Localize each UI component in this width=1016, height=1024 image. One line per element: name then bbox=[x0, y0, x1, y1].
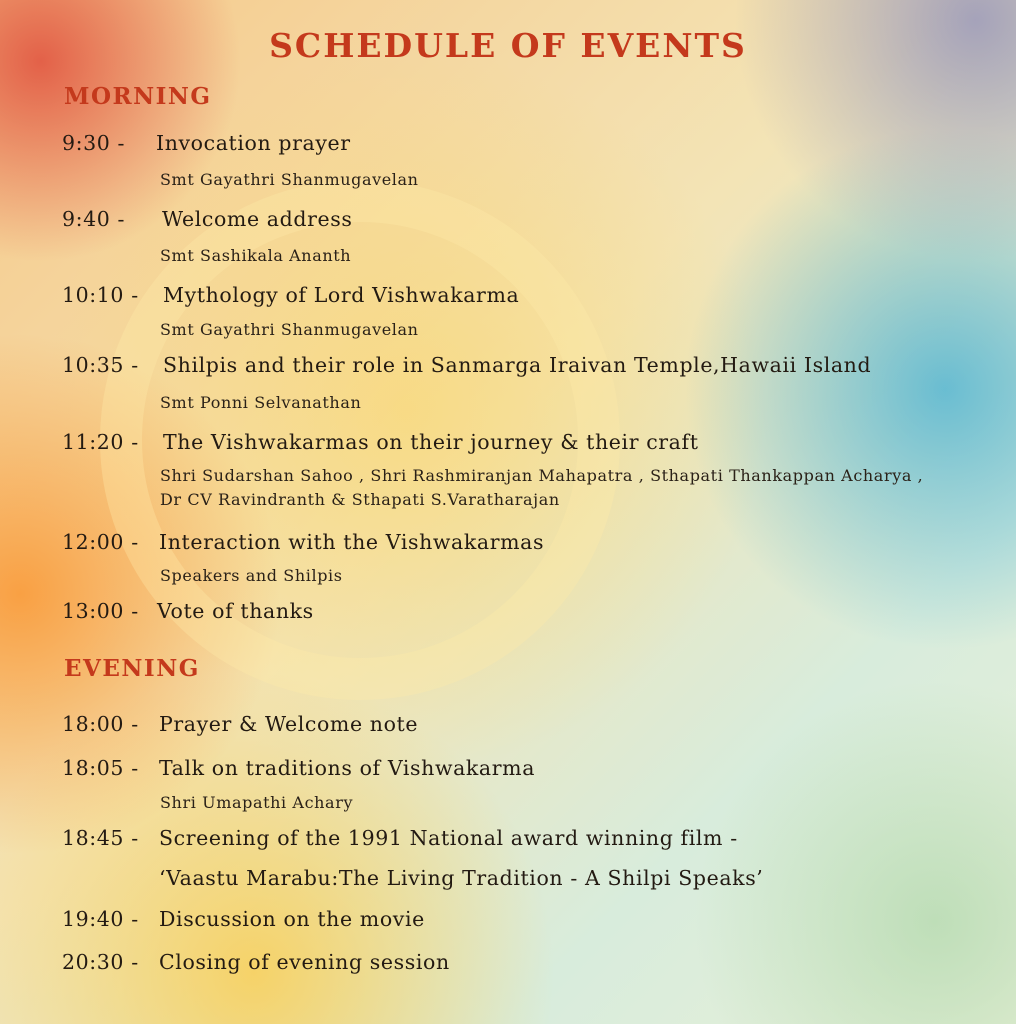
event-line bbox=[62, 712, 418, 736]
event-line bbox=[62, 756, 535, 780]
event-line bbox=[62, 907, 425, 931]
event-title-continuation: ‘Vaastu Marabu:The Living Tradition - A Shilpi Speaks’ bbox=[159, 866, 764, 890]
event-title: Shilpis and their role in Sanmarga Iraivan Temple,Hawaii Island bbox=[163, 353, 872, 377]
event-title: Closing of evening session bbox=[159, 950, 450, 974]
event-speaker: Shri Umapathi Achary bbox=[160, 793, 354, 812]
section-heading-evening: EVENING bbox=[64, 655, 200, 682]
event-title: Interaction with the Vishwakarmas bbox=[159, 530, 545, 554]
event-time: 12:00 - bbox=[62, 530, 139, 554]
event-title: Mythology of Lord Vishwakarma bbox=[163, 283, 520, 307]
event-line bbox=[62, 283, 519, 307]
event-speaker: Shri Sudarshan Sahoo , Shri Rashmiranjan Mahapatra , Sthapati Thankappan Acharya , Dr CV Ravindranth & Sthapati S.Varatharajan bbox=[160, 466, 924, 509]
event-time: 11:20 - bbox=[62, 430, 139, 454]
event-title: Discussion on the movie bbox=[159, 907, 425, 931]
event-line bbox=[62, 353, 871, 377]
event-time: 9:40 - bbox=[62, 207, 126, 231]
event-title: Talk on traditions of Vishwakarma bbox=[159, 756, 536, 780]
event-speaker: Smt Gayathri Shanmugavelan bbox=[160, 170, 419, 189]
event-line bbox=[62, 950, 450, 974]
event-line bbox=[62, 430, 699, 454]
page-title: SCHEDULE OF EVENTS bbox=[269, 26, 747, 65]
event-time: 13:00 - bbox=[62, 599, 139, 623]
event-time: 20:30 - bbox=[62, 950, 139, 974]
event-title: Welcome address bbox=[162, 207, 353, 231]
event-line bbox=[62, 599, 314, 623]
event-title: Prayer & Welcome note bbox=[159, 712, 419, 736]
event-speaker: Smt Gayathri Shanmugavelan bbox=[160, 320, 419, 339]
event-title: Screening of the 1991 National award winning film - bbox=[159, 826, 738, 850]
event-line bbox=[62, 207, 352, 231]
event-time: 18:05 - bbox=[62, 756, 139, 780]
event-speaker: Smt Sashikala Ananth bbox=[160, 246, 352, 265]
event-line bbox=[62, 131, 351, 155]
event-line bbox=[62, 530, 544, 554]
event-time: 18:00 - bbox=[62, 712, 139, 736]
event-time: 9:30 - bbox=[62, 131, 126, 155]
event-speaker: Speakers and Shilpis bbox=[160, 566, 343, 585]
event-time: 10:10 - bbox=[62, 283, 139, 307]
event-time: 10:35 - bbox=[62, 353, 139, 377]
event-time: 19:40 - bbox=[62, 907, 139, 931]
event-speaker: Smt Ponni Selvanathan bbox=[160, 393, 362, 412]
event-title: The Vishwakarmas on their journey & their craft bbox=[163, 430, 699, 454]
event-time: 18:45 - bbox=[62, 826, 139, 850]
event-title: Invocation prayer bbox=[156, 131, 351, 155]
event-title: Vote of thanks bbox=[157, 599, 314, 623]
section-heading-morning: MORNING bbox=[64, 83, 212, 110]
event-line bbox=[62, 826, 738, 850]
